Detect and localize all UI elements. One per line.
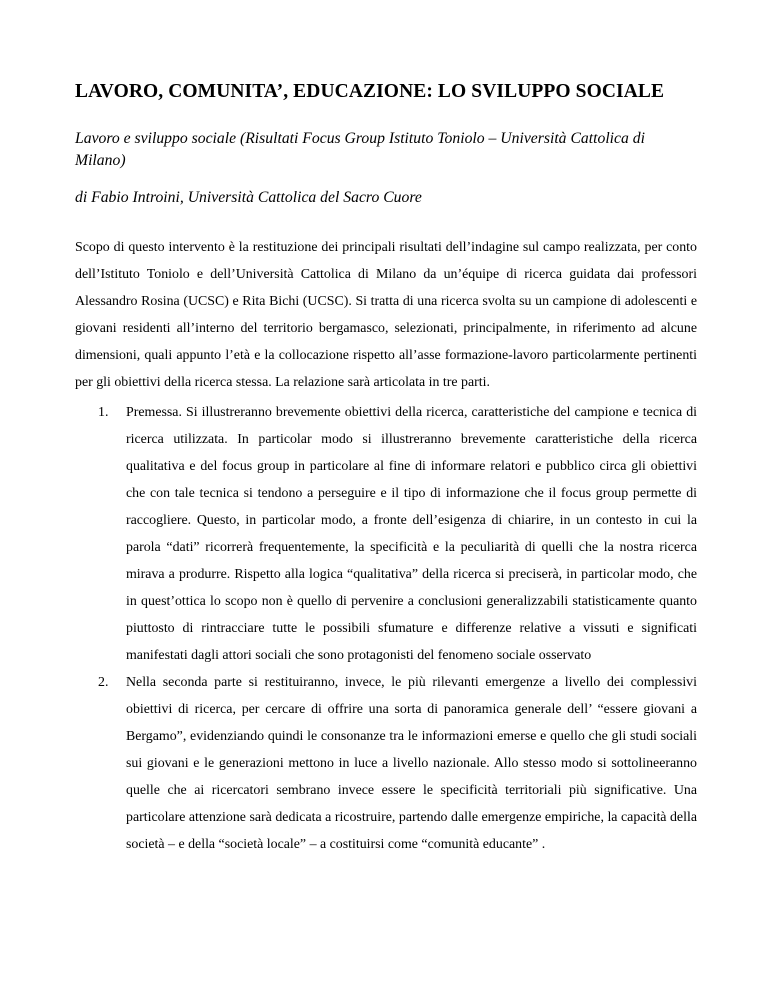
document-title: LAVORO, COMUNITA’, EDUCAZIONE: LO SVILUPPO SOCIALE (75, 81, 665, 102)
document-subtitle: Lavoro e sviluppo sociale (Risultati Focus Group Istituto Toniolo – Università Cattolica di Milano) (75, 130, 645, 169)
list-item-number: 1. (98, 405, 109, 420)
list-item (75, 399, 697, 669)
intro-paragraph: Scopo di questo intervento è la restituzione dei principali risultati dell’indagine sul campo realizzata, per conto dell’Istituto Toniolo e dell’Università Cattolica di Milano da un’équipe di ricerca guidata dai professori Alessandro Rosina (UCSC) e Rita Bichi (UCSC). Si tratta di una ricerca svolta su un campione di adolescenti e giovani residenti all’interno del territorio bergamasco, selezionati, principalmente, in riferimento ad alcune dimensioni, quali appunto l’età e la collocazione rispetto all’asse formazione-lavoro particolarmente pertinenti per gli obiettivi della ricerca stessa. La relazione sarà articolata in tre parti. (75, 240, 697, 390)
parts-list (75, 399, 697, 858)
list-item-text: Nella seconda parte si restituiranno, invece, le più rilevanti emergenze a livello dei complessivi obiettivi di ricerca, per cercare di offrire una sorta di panoramica generale dell’ “essere giovani a Bergamo”, evidenziando quindi le consonanze tra le informazioni emerse e quello che gli studi sociali sui giovani e le generazioni mettono in luce a livello nazionale. Allo stesso modo si sottolineeranno quelle che ai ricercatori sembrano invece essere le specificità territoriali più significative. Una particolare attenzione sarà dedicata a ricostruire, partendo dalle emergenze empiriche, la capacità della società – e della “società locale” – a costituirsi come “comunità educante” . (126, 675, 697, 852)
author-line: di Fabio Introini, Università Cattolica del Sacro Cuore (75, 189, 422, 206)
list-item-text: Premessa. Si illustreranno brevemente obiettivi della ricerca, caratteristiche del campione e tecnica di ricerca utilizzata. In particolar modo si illustreranno brevemente caratteristiche della ricerca qualitativa e del focus group in particolare al fine di informare relatori e pubblico circa gli obiettivi che con tale tecnica si tendono a perseguire e il tipo di informazione che il focus group permette di raccogliere. Questo, in particolar modo, a fronte dell’esigenza di chiarire, in un contesto in cui la parola “dati” ricorrerà frequentemente, la specificità e la peculiarità di quelli che la nostra ricerca mirava a produrre. Rispetto alla logica “qualitativa” della ricerca si preciserà, in particolar modo, che in quest’ottica lo scopo non è quello di pervenire a conclusioni generalizzabili statisticamente quanto piuttosto di rintracciare tutte le possibili sfumature e differenze relative a vissuti e significati manifestati dagli attori sociali che sono protagonisti del fenomeno sociale osservato (126, 405, 697, 663)
document-page (75, 80, 697, 858)
list-item (75, 669, 697, 858)
list-item-number: 2. (98, 675, 109, 690)
